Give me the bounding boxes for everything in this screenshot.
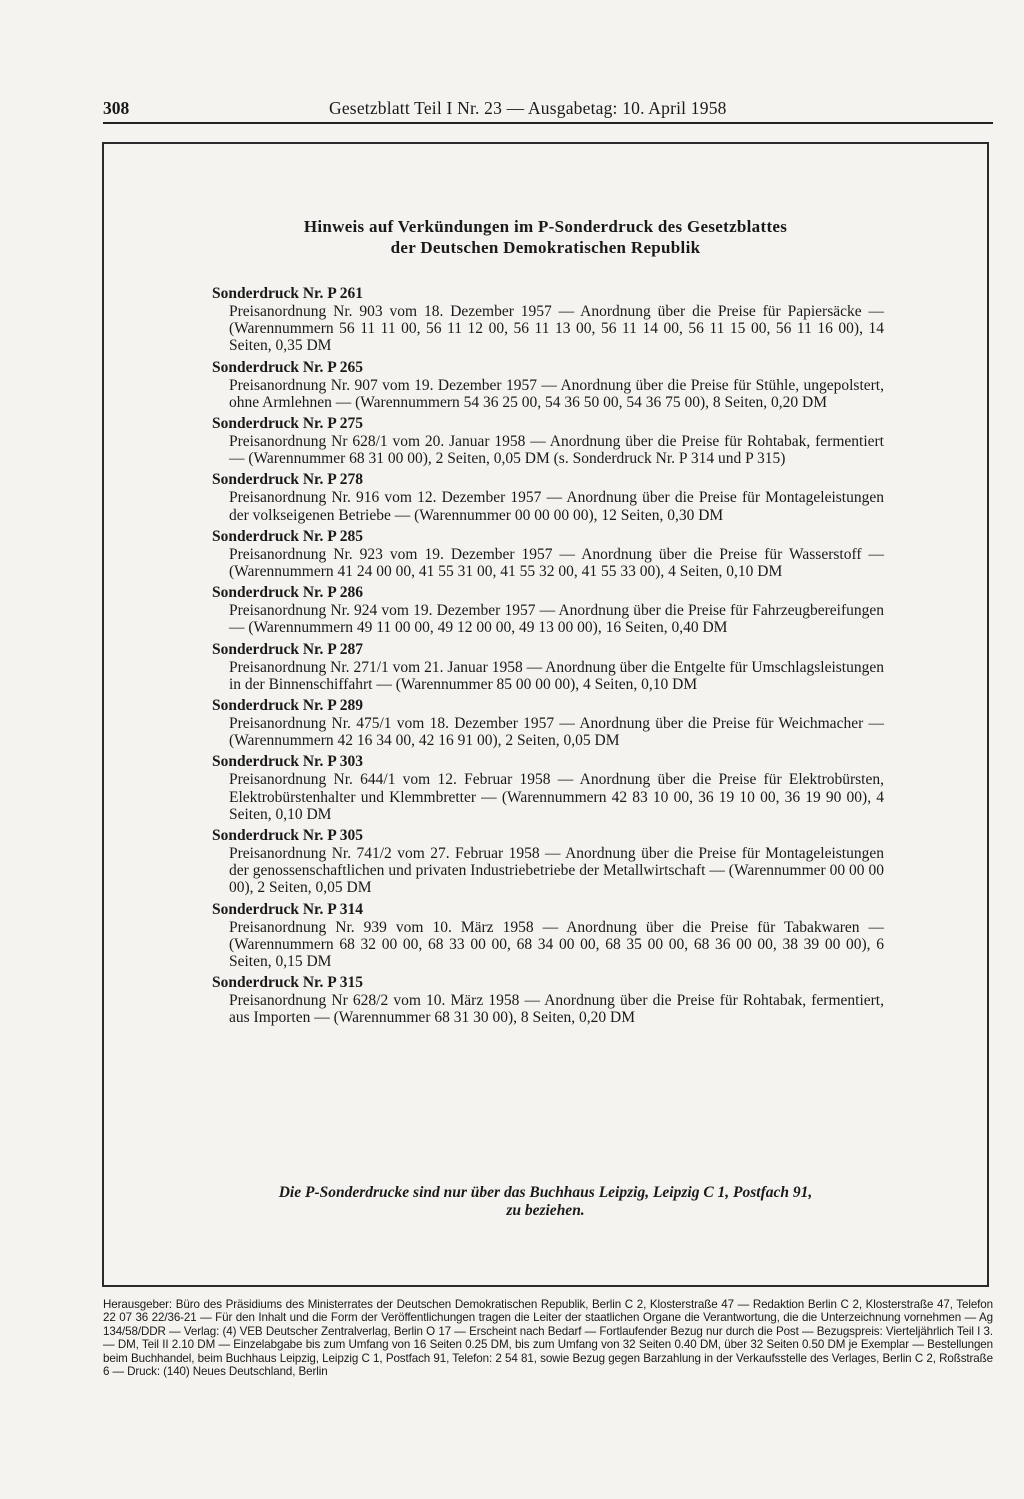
entry-heading: Sonderdruck Nr. P 287 [212, 640, 364, 658]
entry-text: Preisanordnung Nr. 907 vom 19. Dezember 1957 — Anordnung über die Preise für Stühle, ungepolstert, ohne Armlehnen — (Warennummern 54 36 25 00, 54 36 50 00, 54 36 75 00), 8 Seiten, 0,20 DM [229, 376, 884, 411]
entry-heading: Sonderdruck Nr. P 305 [212, 827, 364, 845]
entry-text: Preisanordnung Nr. 903 vom 18. Dezember 1957 — Anordnung über die Preise für Papiersäcke — (Warennummern 56 11 11 00, 56 11 12 00, 56 11 13 00, 56 11 14 00, 56 11 15 00, 56 11 16 00), 14 Seiten, 0,35 DM [229, 303, 884, 355]
list-item [212, 470, 884, 523]
list-item [212, 900, 884, 971]
list-item [212, 583, 884, 636]
list-item [212, 284, 884, 355]
entry-heading: Sonderdruck Nr. P 286 [212, 584, 364, 602]
entry-heading: Sonderdruck Nr. P 275 [212, 415, 364, 433]
notice-title-line-1: Hinweis auf Verkündungen im P-Sonderdruck des Gesetzblattes [303, 217, 788, 236]
special-print-list [212, 284, 884, 1030]
notice-title-line-2: der Deutschen Demokratischen Republik [390, 238, 701, 257]
entry-heading: Sonderdruck Nr. P 289 [212, 697, 364, 715]
entry-text: Preisanordnung Nr. 741/2 vom 27. Februar 1958 — Anordnung über die Preise für Montageleistungen der genossenschaftlichen und privaten Industriebetriebe der Metallwirtschaft — (Warennummer 00 00 00 00), 2 Seiten, 0,05 DM [229, 845, 884, 897]
availability-note: Die P-Sonderdrucke sind nur über das Buchhaus Leipzig, Leipzig C 1, Postfach 91, zu beziehen. [278, 1184, 813, 1219]
running-title: Gesetzblatt Teil I Nr. 23 — Ausgabetag: 10. April 1958 [329, 98, 727, 118]
page-number: 308 [103, 98, 130, 118]
list-item [212, 640, 884, 693]
entry-text: Preisanordnung Nr. 916 vom 12. Dezember 1957 — Anordnung über die Preise für Montageleistungen der volkseigenen Betriebe — (Warennummer 00 00 00 00), 12 Seiten, 0,30 DM [229, 489, 884, 524]
entry-text: Preisanordnung Nr. 271/1 vom 21. Januar 1958 — Anordnung über die Entgelte für Umschlagsleistungen in der Binnenschiffahrt — (Warennummer 85 00 00 00), 4 Seiten, 0,10 DM [229, 658, 884, 693]
list-item [212, 358, 884, 411]
entry-text: Preisanordnung Nr. 924 vom 19. Dezember 1957 — Anordnung über die Preise für Fahrzeugbereifungen — (Warennummern 49 11 00 00, 49 12 00 00, 49 13 00 00), 16 Seiten, 0,40 DM [229, 602, 884, 637]
list-item [212, 826, 884, 897]
entry-heading: Sonderdruck Nr. P 265 [212, 358, 364, 376]
entry-text: Preisanordnung Nr. 923 vom 19. Dezember 1957 — Anordnung über die Preise für Wasserstoff — (Warennummern 41 24 00 00, 41 55 31 00, 41 55 32 00, 41 55 33 00), 4 Seiten, 0,10 DM [229, 545, 884, 581]
notice-frame [102, 142, 989, 1287]
entry-heading: Sonderdruck Nr. P 285 [212, 527, 364, 545]
entry-text: Preisanordnung Nr. 939 vom 10. März 1958 — Anordnung über die Preise für Tabakwaren — (Warennummern 68 32 00 00, 68 33 00 00, 68 34 00 00, 68 35 00 00, 68 36 00 00, 38 39 00 00), 6 Seiten, 0,15 DM [229, 918, 884, 971]
entry-heading: Sonderdruck Nr. P 278 [212, 471, 364, 489]
imprint-footer: Herausgeber: Büro des Präsidiums des Ministerrates der Deutschen Demokratischen Republik, Berlin C 2, Klosterstraße 47 — Redaktion Berlin C 2, Klosterstraße 47, Telefon 22 07 36 22/36-21 — Für den Inhalt und die Form der Veröffentlichungen tragen die Leiter der staatlichen Organe die Verantwortung, die die Unterzeichnung vornehmen — Ag 134/58/DDR — Verlag: (4) VEB Deutscher Zentralverlag, Berlin O 17 — Erscheint nach Bedarf — Fortlaufender Bezug nur durch die Post — Bezugspreis: Vierteljährlich Teil I 3.— DM, Teil II 2.10 DM — Einzelabgabe bis zum Umfang von 16 Seiten 0.25 DM, bis zum Umfang von 32 Seiten 0.40 DM, über 32 Seiten 0.50 DM je Exemplar — Bestellungen beim Buchhandel, beim Buchhaus Leipzig, Leipzig C 1, Postfach 91, Telefon: 2 54 81, sowie Bezug gegen Barzahlung in der Verkaufsstelle des Verlages, Berlin C 2, Roßstraße 6 — Druck: (140) Neues Deutschland, Berlin [103, 1298, 993, 1379]
entry-text: Preisanordnung Nr. 644/1 vom 12. Februar 1958 — Anordnung über die Preise für Elektrobürsten, Elektrobürstenhalter und Klemmbretter — (Warennummern 42 83 10 00, 36 19 10 00, 36 19 90 00), 4 Seiten, 0,10 DM [229, 771, 884, 823]
entry-heading: Sonderdruck Nr. P 314 [212, 900, 364, 918]
list-item [212, 527, 884, 580]
entry-text: Preisanordnung Nr. 475/1 vom 18. Dezember 1957 — Anordnung über die Preise für Weichmacher — (Warennummern 42 16 34 00, 42 16 91 00), 2 Seiten, 0,05 DM [229, 715, 884, 750]
list-item [212, 414, 884, 467]
entry-text: Preisanordnung Nr 628/2 vom 10. März 1958 — Anordnung über die Preise für Rohtabak, fermentiert, aus Importen — (Warennummer 68 31 30 00), 8 Seiten, 0,20 DM [229, 992, 884, 1027]
list-item [212, 752, 884, 823]
list-item [212, 973, 884, 1026]
entry-heading: Sonderdruck Nr. P 315 [212, 974, 364, 992]
list-item [212, 696, 884, 749]
entry-heading: Sonderdruck Nr. P 261 [212, 285, 364, 302]
entry-heading: Sonderdruck Nr. P 303 [212, 753, 364, 771]
entry-text: Preisanordnung Nr 628/1 vom 20. Januar 1958 — Anordnung über die Preise für Rohtabak, fermentiert — (Warennummer 68 31 00 00), 2 Seiten, 0,05 DM (s. Sonderdruck Nr. P 314 und P 315) [229, 433, 884, 468]
page-header [103, 96, 993, 124]
notice-title [104, 216, 987, 258]
